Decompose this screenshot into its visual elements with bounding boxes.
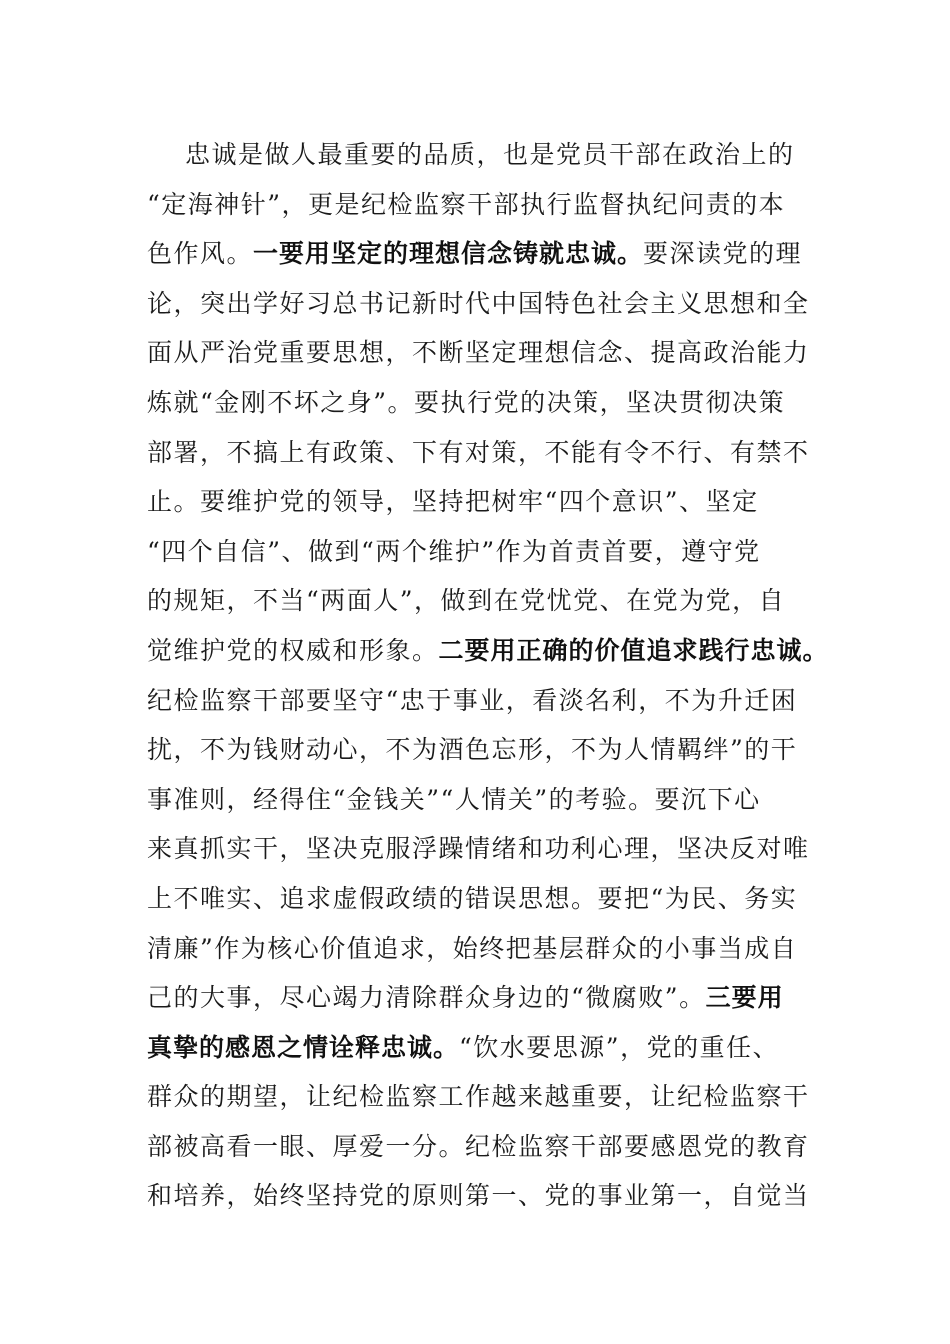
body-text: 己的大事，尽心竭力清除群众身边的“微腐败”。 <box>147 983 706 1013</box>
body-text: 纪检监察干部要坚守“忠于事业，看淡名利，不为升迁困 <box>147 685 798 715</box>
text-line <box>147 824 827 874</box>
body-text: 忠诚是做人最重要的品质，也是党员干部在政治上的 <box>185 140 795 169</box>
body-text: 和培养，始终坚持党的原则第一、党的事业第一，自觉当 <box>147 1181 810 1211</box>
text-line <box>147 130 827 180</box>
bold-heading-text: 真挚的感恩之情诠释忠诚。 <box>147 1032 460 1062</box>
body-text: 色作风。 <box>147 239 254 269</box>
body-text: 事准则，经得住“金钱关”“人情关”的考验。要沉下心 <box>147 784 761 814</box>
body-text: 觉维护党的权威和形象。 <box>147 635 439 665</box>
body-text: 来真抓实干，坚决克服浮躁情绪和功利心理，坚决反对唯 <box>147 834 810 864</box>
body-text: 部署，不搞上有政策、下有对策，不能有令不行、有禁不 <box>147 437 810 467</box>
body-text: 上不唯实、追求虚假政绩的错误思想。要把“为民、务实 <box>147 883 798 913</box>
text-line <box>147 874 827 924</box>
text-line <box>147 378 827 428</box>
text-line <box>147 180 827 230</box>
text-line <box>147 477 827 527</box>
body-text: 部被高看一眼、厚爱一分。纪检监察干部要感恩党的教育 <box>147 1131 810 1161</box>
text-line <box>147 1171 827 1221</box>
text-line <box>147 1023 827 1073</box>
text-line <box>147 973 827 1023</box>
text-line <box>147 279 827 329</box>
text-line <box>147 328 827 378</box>
body-text: “饮水要思源”，党的重任、 <box>459 1032 780 1062</box>
text-line <box>147 676 827 726</box>
body-text: 面从严治党重要思想，不断坚定理想信念、提高政治能力 <box>147 338 810 368</box>
text-line <box>147 1122 827 1172</box>
body-text: 清廉”作为核心价值追求，始终把基层群众的小事当成自 <box>147 933 798 963</box>
text-line <box>147 924 827 974</box>
text-line <box>147 626 827 676</box>
bold-heading-text: 二要用正确的价值追求践行忠诚。 <box>438 635 829 665</box>
bold-heading-text: 一要用坚定的理想信念铸就忠诚。 <box>253 239 644 269</box>
text-line <box>147 428 827 478</box>
bold-heading-text: 三要用 <box>705 983 784 1013</box>
body-text: 要深读党的理 <box>643 239 803 269</box>
body-text: “定海神针”，更是纪检监察干部执行监督执纪问责的本 <box>147 189 786 219</box>
text-line <box>147 229 827 279</box>
text-line <box>147 1072 827 1122</box>
body-text: 群众的期望，让纪检监察工作越来越重要，让纪检监察干 <box>147 1082 810 1112</box>
body-text: 炼就“金刚不坏之身”。要执行党的决策，坚决贯彻决策 <box>147 387 786 417</box>
body-text: 论，突出学好习总书记新时代中国特色社会主义思想和全 <box>147 288 810 318</box>
text-line <box>147 775 827 825</box>
text-line <box>147 725 827 775</box>
text-line <box>147 576 827 626</box>
body-text: 止。要维护党的领导，坚持把树牢“四个意识”、坚定 <box>147 487 759 517</box>
text-line <box>147 527 827 577</box>
body-text: 扰，不为钱财动心，不为酒色忘形，不为人情羁绊”的干 <box>147 735 798 765</box>
body-text: “四个自信”、做到“两个维护”作为首责首要，遵守党 <box>147 536 761 566</box>
body-text: 的规矩，不当“两面人”，做到在党忧党、在党为党，自 <box>147 586 786 616</box>
body-paragraph <box>147 130 827 1221</box>
